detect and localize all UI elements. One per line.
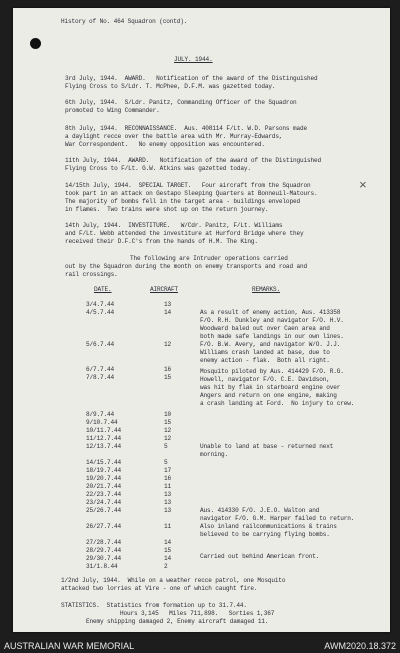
column-header-remarks: REMARKS. [252,286,281,293]
table-aircraft: 13 [164,507,172,514]
closing-line: attacked two lorries at Vire - one of which caught fire. [61,585,258,592]
remark-line: Howell, navigator F/O. C.E. Davidson, [200,376,330,383]
remark-line: Williams crash landed at base, due to [200,349,330,356]
table-date: 29/30.7.44 [86,555,122,562]
table-date: 28/29.7.44 [86,547,122,554]
entry-line: 6th July, 1944. S/Ldr. Panitz, Commanding Officer of the Squadron [65,99,297,106]
table-aircraft: 2 [164,563,168,570]
statistics-line: Hours 3,145 Miles 711,898. Sorties 1,367 [120,610,275,617]
statistics-line: STATISTICS. Statistics from formation up to 31.7.44. [61,602,247,609]
table-date: 26/27.7.44 [86,523,122,530]
footer-accession-number: AWM2020.18.372 [324,641,396,651]
table-date: 23/24.7.44 [86,499,122,506]
table-aircraft: 14 [164,309,172,316]
month-heading: JULY. 1944. [174,56,213,63]
closing-line: 1/2nd July, 1944. While on a weather recce patrol, one Mosquito [61,577,286,584]
table-date: 9/10.7.44 [86,419,118,426]
table-aircraft: 5 [164,443,168,450]
table-aircraft: 16 [164,475,172,482]
column-header-date: DATE. [94,286,112,293]
table-aircraft: 11 [164,483,172,490]
table-date: 25/26.7.44 [86,507,122,514]
remark-line: believed to be carrying flying bombs. [200,531,330,538]
table-aircraft: 5 [164,459,168,466]
entry-line: and F/Lt. Webb attended the investiture at Hurford Bridge where they [65,230,304,237]
punch-hole [30,38,41,49]
entry-line: in flames. Two trains were shot up on the return journey. [65,206,269,213]
table-aircraft: 13 [164,491,172,498]
entry-line: 11th July, 1944. AWARD. Notification of the award of the Distinguished [65,157,322,164]
remark-line: Unable to land at base - returned next [200,443,334,450]
entry-line: promoted to Wing Commander. [65,107,160,114]
table-date: 10/11.7.44 [86,427,122,434]
table-aircraft: 12 [164,341,172,348]
remark-line: As a result of enemy action, Aus. 413358 [200,309,341,316]
table-date: 5/6.7.44 [86,341,115,348]
table-date: 18/19.7.44 [86,467,122,474]
entry-line: War Correspondent. No enemy opposition was encountered. [65,141,265,148]
entry-line: 14th July, 1944. INVESTITURE. W/Cdr. Panitz, F/Lt. Williams [65,222,283,229]
table-aircraft: 13 [164,499,172,506]
remark-line: was hit by flak in starboard engine over [200,384,341,391]
intruder-intro-line: The following are Intruder operations carried [130,255,288,262]
table-date: 4/5.7.44 [86,309,115,316]
table-date: 22/23.7.44 [86,491,122,498]
remark-line: F/O. R.H. Dunkley and navigator F/O. H.V. [200,317,344,324]
entry-line: 14/15th July, 1944. SPECIAL TARGET. Four aircraft from the Squadron [65,182,311,189]
table-aircraft: 12 [164,435,172,442]
remark-line: both made safe landings in our own lines. [200,333,344,340]
entry-line: The majority of bombs fell in the target area - buildings enveloped [65,198,300,205]
remark-line: a crash landing at Ford. No injury to crew. [200,400,355,407]
table-aircraft: 12 [164,427,172,434]
entry-line: received their D.F.C's from the hands of H.M. The King. [65,238,258,245]
remark-line: F/O. B.W. Avery, and navigator W/O. J.J. [200,341,341,348]
table-date: 20/21.7.44 [86,483,122,490]
pencil-mark: × [359,178,367,193]
table-date: 11/12.7.44 [86,435,122,442]
intruder-intro-line: out by the Squadron during the month on enemy transports and road and [65,263,307,270]
remark-line: morning. [200,451,229,458]
remark-line: Mosquito piloted by Aus. 414429 F/O. R.G. [200,368,344,375]
statistics-line: Enemy shipping damaged 2, Enemy aircraft damaged 11. [86,618,269,625]
table-aircraft: 15 [164,374,172,381]
entry-line: a daylight recce over the battle area with Mr. Murray-Edwards, [65,133,283,140]
table-date: 12/13.7.44 [86,443,122,450]
table-date: 14/15.7.44 [86,459,122,466]
remark-line: Carried out behind American front. [200,553,320,560]
column-header-aircraft: AIRCRAFT [150,286,179,293]
table-aircraft: 13 [164,301,172,308]
table-aircraft: 16 [164,366,172,373]
table-aircraft: 14 [164,539,172,546]
history-title: History of No. 464 Squadron (contd). [61,18,188,25]
table-aircraft: 17 [164,467,172,474]
table-date: 19/20.7.44 [86,475,122,482]
entry-line: Flying Cross to S/Ldr. T. McPhee, D.F.M. was gazetted today. [65,83,276,90]
table-date: 6/7.7.44 [86,366,115,373]
table-aircraft: 14 [164,555,172,562]
remark-line: Angers and return on one engine, making [200,392,337,399]
intruder-intro-line: rail crossings. [65,271,118,278]
remark-line: Aus. 414330 F/O. J.E.O. Walton and [200,507,320,514]
table-aircraft: 15 [164,547,172,554]
table-aircraft: 10 [164,411,172,418]
remark-line: Woodward baled out over Caen area and [200,325,330,332]
remark-line: Also inland railcommunications & trains [200,523,337,530]
table-date: 8/9.7.44 [86,411,115,418]
remark-line: navigator F/O. G.M. Harper failed to return. [200,515,355,522]
table-aircraft: 15 [164,419,172,426]
table-aircraft: 11 [164,523,172,530]
table-date: 27/28.7.44 [86,539,122,546]
remark-line: enemy action - flak. Both all right. [200,357,330,364]
entry-line: Flying Cross to F/Lt. G.W. Atkins was gazetted today. [65,165,251,172]
table-date: 7/8.7.44 [86,374,115,381]
table-date: 3/4.7.44 [86,301,115,308]
footer-credit: AUSTRALIAN WAR MEMORIAL [4,641,135,651]
entry-line: 8th July, 1944. RECONNAISSANCE. Aus. 408114 F/Lt. W.D. Parsons made [65,125,307,132]
entry-line: 3rd July, 1944. AWARD. Notification of the award of the Distinguished [65,75,318,82]
footer-bar [0,641,400,653]
entry-line: took part in an attack on Gestapo Sleeping Quarters at Bonneuil-Matours. [65,190,318,197]
table-date: 31/1.8.44 [86,563,118,570]
